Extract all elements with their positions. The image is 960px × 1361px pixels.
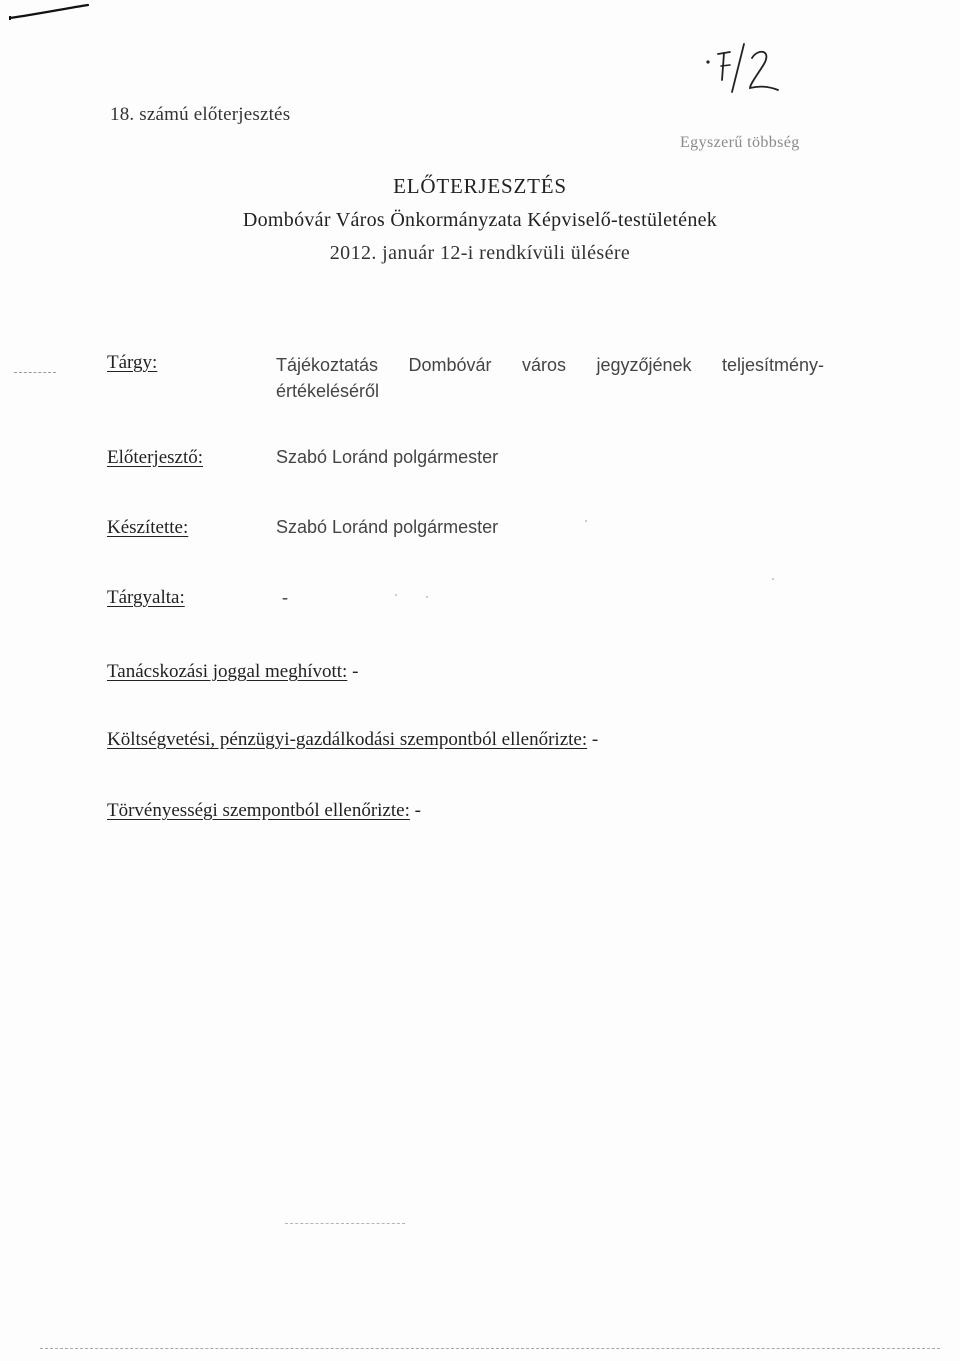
scan-artifact-line <box>40 1348 940 1350</box>
discussed-label: Tárgyalta: <box>107 587 185 608</box>
scan-pen-stroke <box>8 0 128 26</box>
scan-artifact-line <box>285 1223 405 1225</box>
advisory-invitee-line <box>107 661 358 683</box>
prepared-by-value: Szabó Loránd polgármester <box>276 517 499 537</box>
margin-mark <box>14 372 56 374</box>
handwritten-mark <box>700 40 790 100</box>
document-number: 18. számú előterjesztés <box>110 104 291 125</box>
scan-speck <box>585 520 587 522</box>
document-title: ELŐTERJESZTÉS <box>393 174 567 198</box>
budget-check-line <box>107 729 598 751</box>
budget-check-label: Költségvetési, pénzügyi-gazdálkodási szempontból ellenőrizte: <box>107 729 588 750</box>
subject-value: Tájékoztatás Dombóvár város jegyzőjének teljesítmény-értékeléséről <box>276 355 824 401</box>
legal-check-value: - <box>409 800 421 821</box>
scan-speck <box>772 578 774 580</box>
subject-label: Tárgy: <box>107 352 158 373</box>
proposer-label: Előterjesztő: <box>107 447 204 468</box>
legal-check-line <box>107 800 421 822</box>
majority-note: Egyszerű többség <box>680 134 800 151</box>
advisory-invitee-value: - <box>347 661 359 682</box>
title-date-line: 2012. január 12-i rendkívüli ülésére <box>329 242 631 264</box>
prepared-by-label: Készítette: <box>107 517 189 538</box>
title-body-line: Dombóvár Város Önkormányzata Képviselő-testületének <box>242 209 718 231</box>
scan-speck <box>426 596 428 598</box>
budget-check-value: - <box>587 729 599 750</box>
advisory-invitee-label: Tanácskozási joggal meghívott: <box>107 661 348 682</box>
scan-speck <box>395 594 397 596</box>
discussed-value: - <box>282 587 288 607</box>
proposer-value: Szabó Loránd polgármester <box>276 447 499 467</box>
legal-check-label: Törvényességi szempontból ellenőrizte: <box>107 800 410 821</box>
